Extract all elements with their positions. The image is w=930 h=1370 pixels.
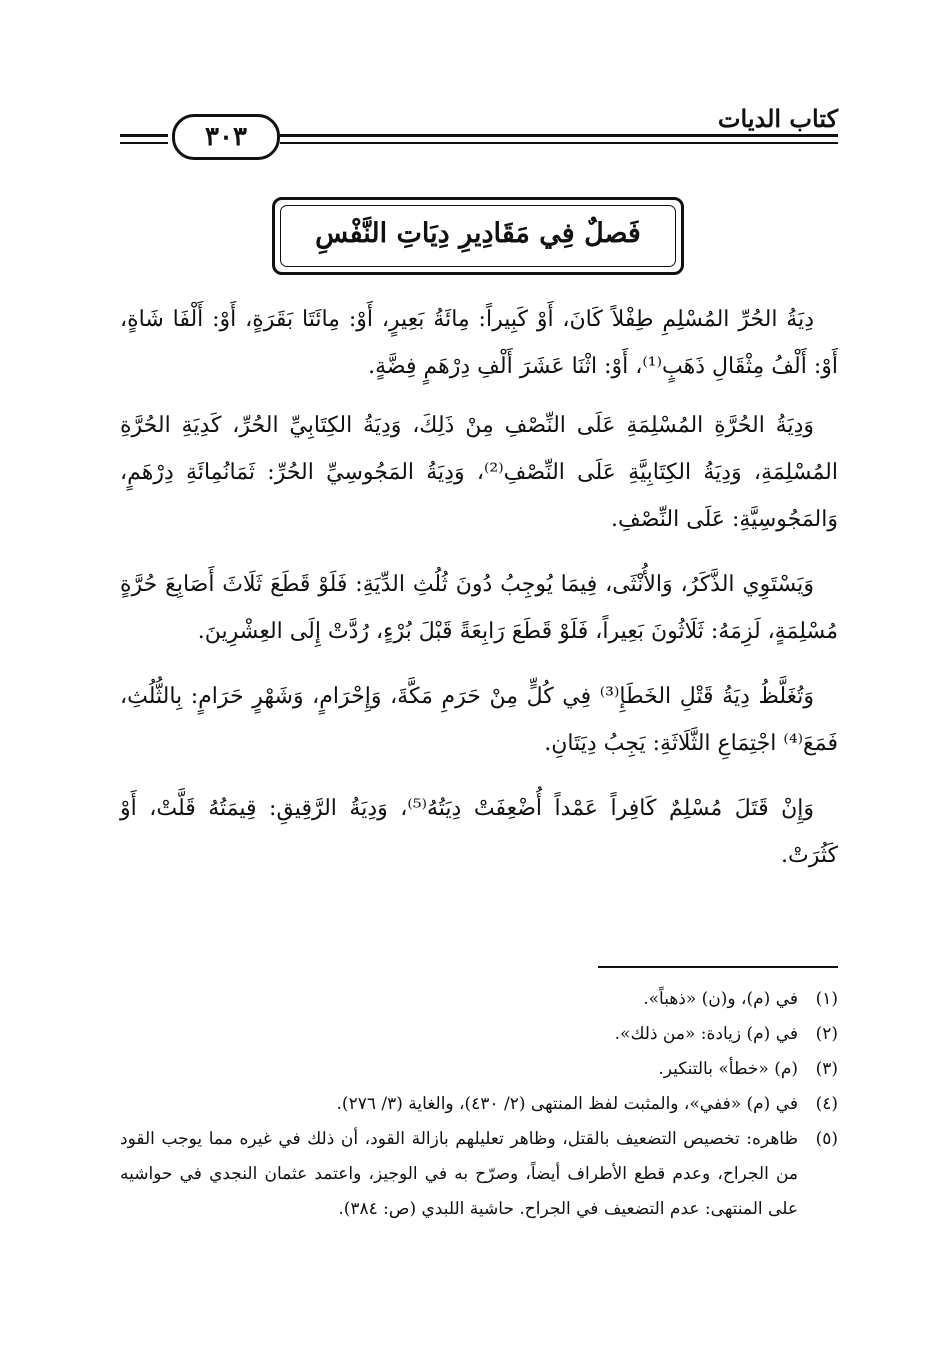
footnote-1: [120, 982, 838, 1017]
footnote-4: [120, 1087, 838, 1122]
page-number: ٣٠٣: [172, 114, 280, 160]
paragraph-3: وَيَسْتَوِي الذَّكَرُ، وَالأُنْثَى، فِيمَا يُوجِبُ دُونَ ثُلُثِ الدِّيَةِ: فَلَوْ قَطَعَ ثَلَاثَ أَصَابِعَ حُرَّةٍ مُسْلِمَةٍ، لَزِمَهُ: ثَلَاثُونَ بَعِيراً، فَلَوْ قَطَعَ رَابِعَةً قَبْلَ بُرْءٍ، رُدَّتْ إِلَى العِشْرِينَ.: [120, 572, 838, 644]
footnote-text: (م) «خطأ» بالتنكير.: [658, 1059, 798, 1079]
footnote-number: (٤): [815, 1094, 838, 1114]
footnote-2: [120, 1017, 838, 1052]
footnote-number: (١): [815, 989, 838, 1009]
footnote-separator: [598, 966, 838, 968]
header-rule-left-top: [120, 134, 168, 137]
header-rule-bottom: [280, 142, 838, 144]
footnote-text: في (م) زيادة: «من ذلك».: [614, 1024, 798, 1044]
header-rule-top: [280, 134, 838, 137]
page-header: [120, 100, 838, 160]
paragraph-4: وَتُغَلَّظُ دِيَةُ قَتْلِ الخَطَإِ⁽³⁾ فِي كُلٍّ مِنْ حَرَمِ مَكَّةَ، وَإِحْرَامٍ، وَشَهْرٍ حَرَامٍ: بِالثُّلُثِ، فَمَعَ⁽⁴⁾ اجْتِمَاعِ الثَّلَاثَةِ: يَجِبُ دِيَتَانِ.: [120, 684, 838, 756]
header-rule-left-bottom: [120, 142, 168, 144]
footnote-text: في (م)، و(ن) «ذهباً».: [643, 989, 798, 1009]
paragraph-2: وَدِيَةُ الحُرَّةِ المُسْلِمَةِ عَلَى النِّصْفِ مِنْ ذَلِكَ، وَدِيَةُ الكِتَابِيِّ الحُرِّ، كَدِيَةِ الحُرَّةِ المُسْلِمَةِ، وَدِيَةُ الكِتَابِيَّةِ عَلَى النِّصْفِ⁽²⁾، وَدِيَةُ المَجُوسِيِّ الحُرِّ: ثَمَانُمِائَةِ دِرْهَمٍ، وَالمَجُوسِيَّةِ: عَلَى النِّصْفِ.: [120, 413, 838, 532]
footnote-number: (٣): [815, 1059, 838, 1079]
footnote-3: [120, 1052, 838, 1087]
footnote-text: في (م) «ففي»، والمثبت لفظ المنتهى (٢/ ٤٣٠)، والغاية (٣/ ٢٧٦).: [336, 1094, 798, 1114]
footnote-text: ظاهره: تخصيص التضعيف بالقتل، وظاهر تعليلهم بازالة القود، أن ذلك في غيره مما يوجب القود من الجراح، وعدم قطع الأطراف أيضاً، وصرّح به في الوجيز، واعتمد عثمان النجدي في حواشيه على المنتهى: عدم التضعيف في الجراح. حاشية اللبدي (ص: ٣٨٤).: [120, 1129, 798, 1219]
paragraph-1: دِيَةُ الحُرِّ المُسْلِمِ طِفْلاً كَانَ، أَوْ كَبِيراً: مِائَةُ بَعِيرٍ، أَوْ: مِائَتَا بَقَرَةٍ، أَوْ: أَلْفَا شَاةٍ، أَوْ: أَلْفُ مِثْقَالِ ذَهَبٍ⁽¹⁾، أَوْ: اثْنَا عَشَرَ أَلْفِ دِرْهَمٍ فِضَّةٍ.: [120, 307, 838, 379]
footnotes: [120, 982, 838, 1227]
footnote-5: [120, 1122, 838, 1227]
book-title: كتاب الديات: [717, 104, 838, 133]
main-text: [120, 296, 838, 897]
section-title: فَصلٌ فِي مَقَادِيرِ دِيَاتِ النَّفْسِ: [315, 218, 641, 249]
footnote-number: (٥): [815, 1129, 838, 1149]
section-title-frame: [272, 197, 684, 275]
footnote-number: (٢): [815, 1024, 838, 1044]
paragraph-5: وَإِنْ قَتَلَ مُسْلِمٌ كَافِراً عَمْداً أُضْعِفَتْ دِيَتُهُ⁽⁵⁾، وَدِيَةُ الرَّقِيقِ: قِيمَتُهُ قَلَّتْ، أَوْ كَثُرَتْ.: [120, 796, 838, 868]
